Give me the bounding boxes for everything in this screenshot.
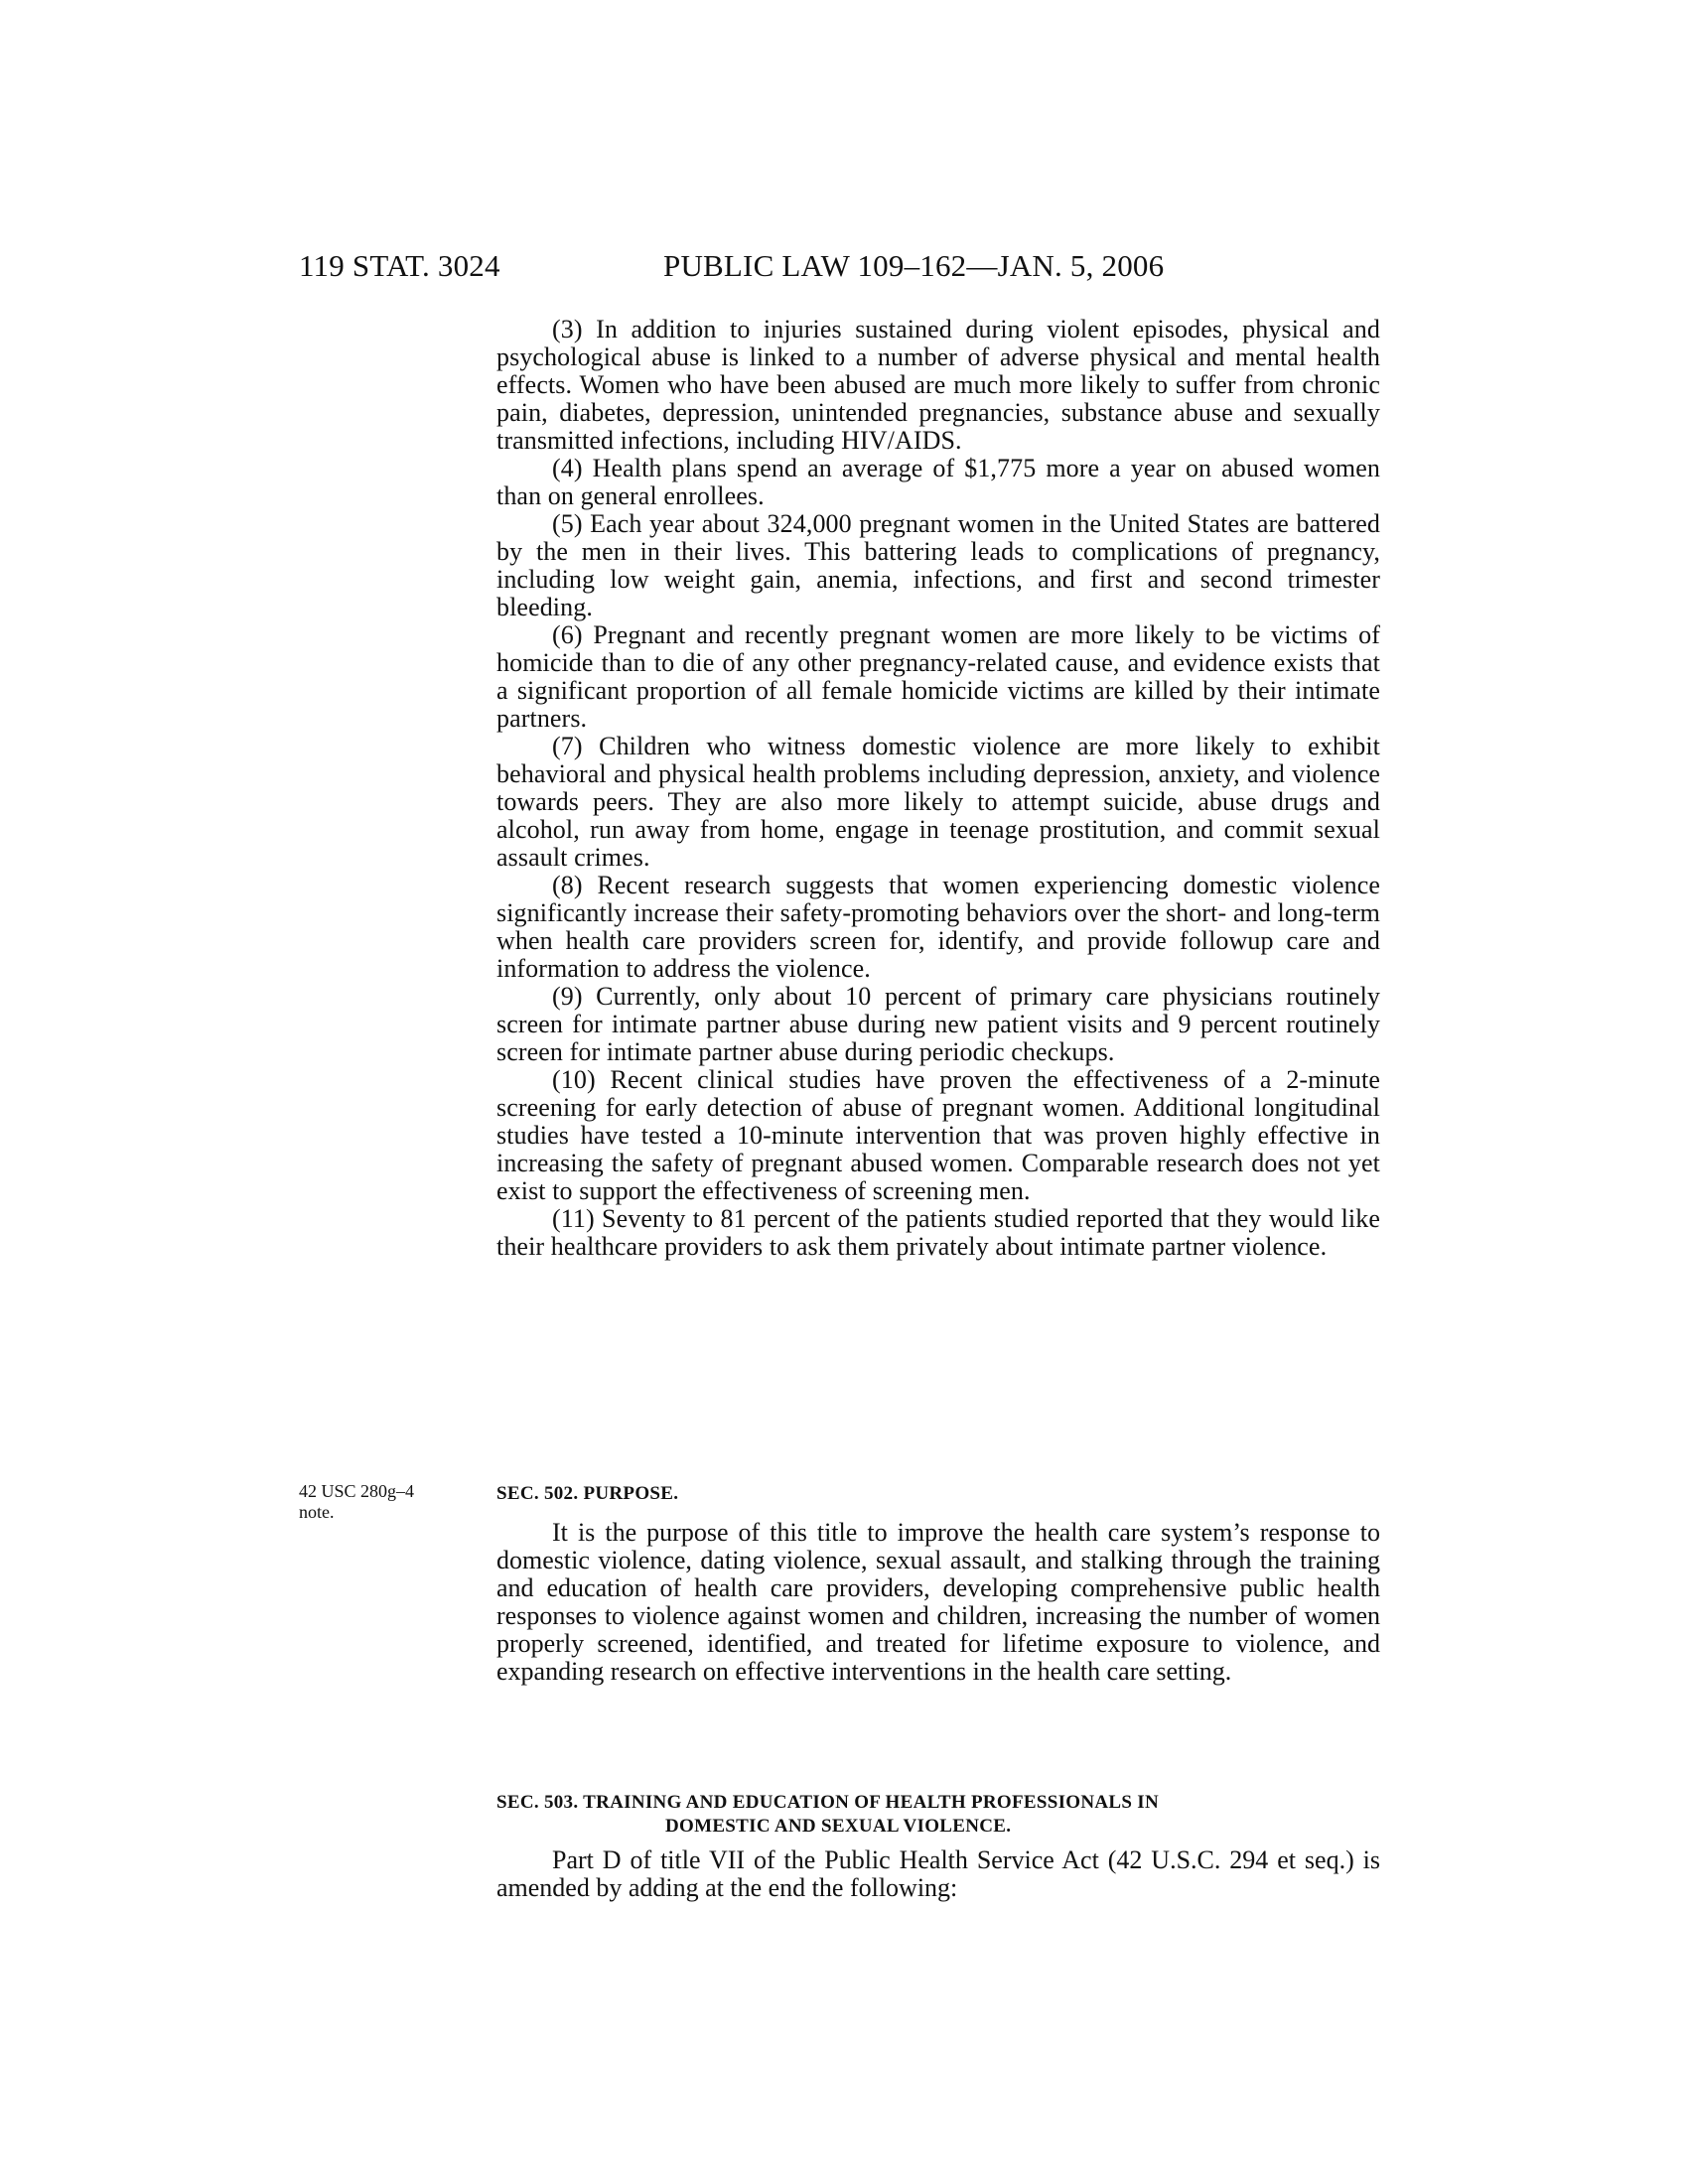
finding-paragraph: (5) Each year about 324,000 pregnant women in the United States are battered by the men in their lives. This battering leads to complications of pregnancy, including low weight gain, anemia, infections, and first and second trimester bleeding.: [496, 509, 1380, 621]
section-502-body: [496, 1519, 1380, 1686]
finding-paragraph: (11) Seventy to 81 percent of the patients studied reported that they would like their healthcare providers to ask them privately about intimate partner violence.: [496, 1204, 1380, 1261]
amendment-paragraph: Part D of title VII of the Public Health Service Act (42 U.S.C. 294 et seq.) is amended by adding at the end the following:: [496, 1845, 1380, 1902]
finding-paragraph: (4) Health plans spend an average of $1,775 more a year on abused women than on general enrollees.: [496, 454, 1380, 510]
citation-line: 42 USC 280g–4: [299, 1481, 415, 1501]
margin-citation-note: [299, 1481, 458, 1523]
section-503-body: [496, 1846, 1380, 1902]
finding-paragraph: (3) In addition to injuries sustained during violent episodes, physical and psychological abuse is linked to a number of adverse physical and mental health effects. Women who have been abused are much more likely to suffer from chronic pain, diabetes, depression, unintended pregnancies, substance abuse and sexually transmitted infections, including HIV/AIDS.: [496, 315, 1380, 455]
purpose-paragraph: It is the purpose of this title to improve the health care system’s response to domestic violence, dating violence, sexual assault, and stalking through the training and education of health care providers, developing comprehensive public health responses to violence against women and children, increasing the number of women properly screened, identified, and treated for lifetime exposure to violence, and expanding research on effective interventions in the health care setting.: [496, 1518, 1380, 1686]
findings-list: [496, 316, 1380, 1261]
section-503-heading: [496, 1791, 1380, 1839]
finding-paragraph: (8) Recent research suggests that women experiencing domestic violence significantly increase their safety-promoting behaviors over the short- and long-term when health care providers screen for, identify, and provide followup care and information to address the violence.: [496, 871, 1380, 983]
section-503-heading-line2: DOMESTIC AND SEXUAL VIOLENCE.: [665, 1816, 1012, 1837]
finding-paragraph: (6) Pregnant and recently pregnant women are more likely to be victims of homicide than to die of any other pregnancy-related cause, and evidence exists that a significant proportion of all female homicide victims are killed by their intimate partners.: [496, 620, 1380, 733]
page-stat-number: 119 STAT. 3024: [299, 248, 500, 283]
section-503-heading-line1: SEC. 503. TRAINING AND EDUCATION OF HEALTH PROFESSIONALS IN: [496, 1792, 1159, 1813]
citation-note-label: note.: [299, 1502, 335, 1522]
finding-paragraph: (9) Currently, only about 10 percent of primary care physicians routinely screen for intimate partner abuse during new patient visits and 9 percent routinely screen for intimate partner abuse during periodic checkups.: [496, 982, 1380, 1066]
finding-paragraph: (10) Recent clinical studies have proven the effectiveness of a 2-minute screening for early detection of abuse of pregnant women. Additional longitudinal studies have tested a 10-minute intervention that was proven highly effective in increasing the safety of pregnant abused women. Comparable research does not yet exist to support the effectiveness of screening men.: [496, 1065, 1380, 1205]
running-header: PUBLIC LAW 109–162—JAN. 5, 2006: [663, 248, 1165, 283]
section-502-heading: SEC. 502. PURPOSE.: [496, 1483, 679, 1504]
finding-paragraph: (7) Children who witness domestic violence are more likely to exhibit behavioral and physical health problems including depression, anxiety, and violence towards peers. They are also more likely to attempt suicide, abuse drugs and alcohol, run away from home, engage in teenage prostitution, and commit sexual assault crimes.: [496, 732, 1380, 872]
